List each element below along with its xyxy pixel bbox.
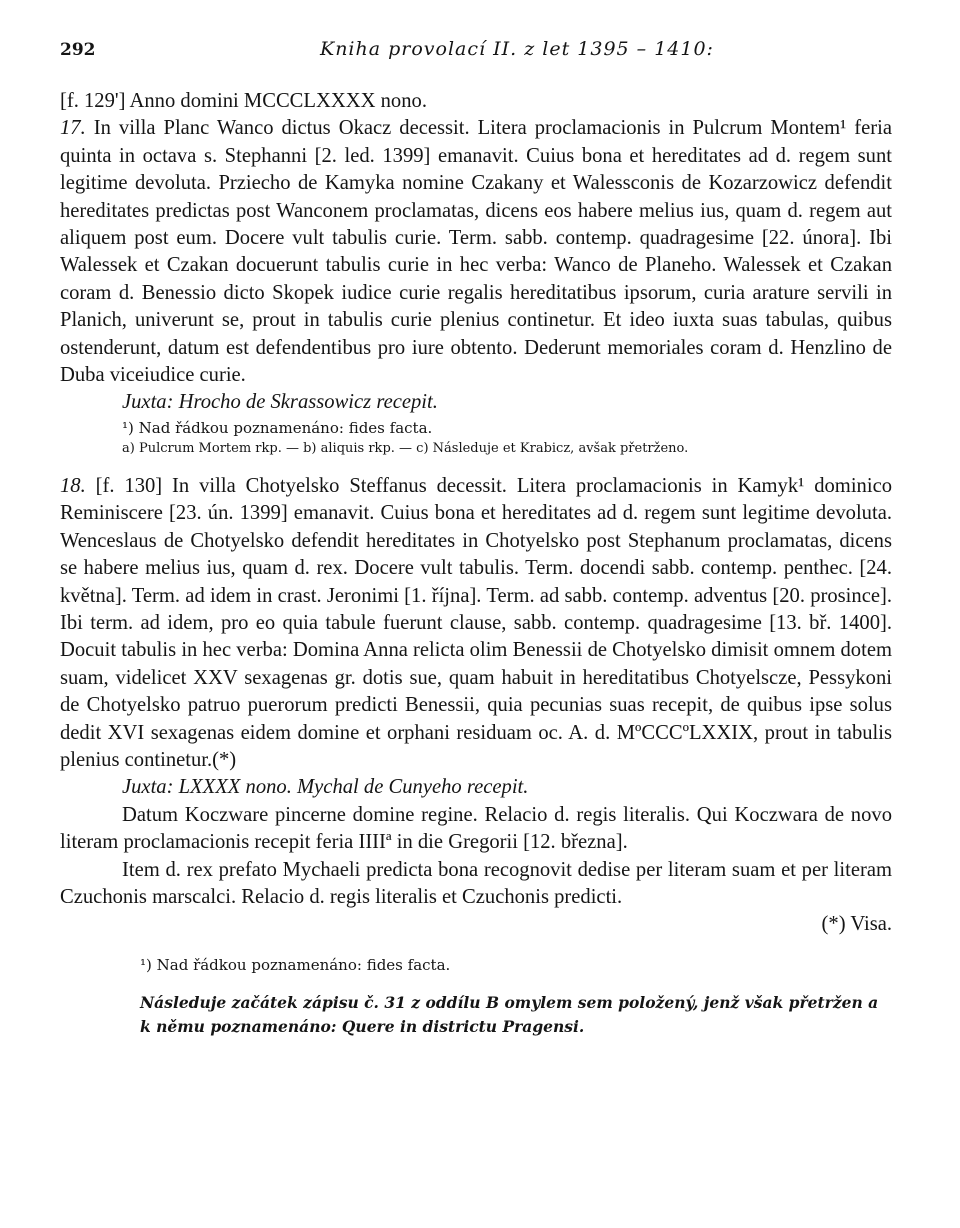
- entry-17-body: In villa Planc Wanco dictus Okacz decessit. Litera proclamacionis in Pulcrum Montem¹ feria quinta in octava s. Stephanni [2. led. 1399] emanavit. Cuius bona et hereditates ad d. regem sunt legitime devoluta. Prziecho de Kamyka nomine Czakany et Walessconis de Kozarzowicz defendit hereditates predictas post Wanconem proclamatas, dicens eos habere melius ius, quam d. regem aut aliquem post eum. Docere vult tabulis curie. Term. sabb. contemp. quadragesime [22. února]. Ibi Walessek et Czakan docuerunt tabulis curie in hec verba: Wanco de Planeho. Walessek et Czakan coram d. Benessio dicto Skopek iudice curie regalis hereditatibus ipsorum, curia arature servili in Planich, univerunt se, prout in tabulis curie plenius continetur. Et ideo iuxta suas tabulas, quibus ostenderunt, datum est defendentibus pro iure obtento. Dederunt memoriales coram d. Henzlino de Duba viceiudice curie.: [60, 117, 892, 387]
- running-title: Kniha provolací II. z let 1395 – 1410:: [320, 38, 714, 60]
- entry-18-footnote-1: ¹) Nad řádkou poznamenáno: fides facta.: [140, 955, 451, 974]
- entry-18-datum: Datum Koczware pincerne domine regine. Relacio d. regis literalis. Qui Koczwara de novo literam proclamacionis recepit feria IIIIª in die Gregorii [12. března].: [60, 803, 892, 854]
- year-line: [f. 129'] Anno domini MCCCLXXXX nono.: [60, 90, 427, 112]
- entry-17-footnote-2: a) Pulcrum Mortem rkp. — b) aliquis rkp. — c) Následuje et Krabicz, avšak přetrženo.: [122, 440, 689, 456]
- page-number: 292: [60, 40, 96, 60]
- entry-17-footnote-1: ¹) Nad řádkou poznamenáno: fides facta.: [122, 418, 433, 437]
- entry-17-juxta: Juxta: Hrocho de Skrassowicz recepit.: [122, 391, 438, 414]
- entry-17-text: [60, 115, 892, 389]
- entry-18: [60, 473, 892, 1039]
- entry-17-number: 17.: [60, 117, 86, 140]
- page-header: [60, 38, 892, 70]
- entry-18-number: 18.: [60, 474, 86, 497]
- entry-18-footnote-2: Následuje začátek zápisu č. 31 z oddílu B omylem sem položený, jenž však přetržen a k němu poznamenáno: Quere in districtu Pragensi.: [140, 993, 879, 1037]
- entry-17: [60, 115, 892, 458]
- entry-18-juxta: Juxta: LXXXX nono. Mychal de Cunyeho recepit.: [122, 776, 529, 799]
- entry-18-visa: (*) Visa.: [821, 913, 892, 936]
- entry-18-text: [60, 473, 892, 774]
- page: [60, 38, 892, 1055]
- entry-18-body: [f. 130] In villa Chotyelsko Steffanus decessit. Litera proclamacionis in Kamyk¹ dominico Reminiscere [23. ún. 1399] emanavit. Cuius bona et hereditates ad d. regem sunt legitime devoluta. Wenceslaus de Chotyelsko defendit hereditates in Chotyelsko post Stephanum proclamatas, dicens se habere melius ius, quam d. rex. Docere vult tabulis. Term. docendi sabb. contemp. penthec. [24. května]. Term. ad idem in crast. Jeronimi [1. října]. Term. ad sabb. contemp. adventus [20. prosince]. Ibi term. ad idem, pro eo quia tabule fuerunt clause, sabb. contemp. quadragesime [13. bř. 1400]. Docuit tabulis in hec verba: Domina Anna relicta olim Benessii de Chotyelsko dimisit omnem dotem suam, videlicet XXV sexagenas gr. dotis sue, quam habuit in hereditatibus Chotyelscze, Pessykoni de Chotyelsko patruo puerorum predicti Benessii, quia pecunias suas recepit, de quibus ipse solus dedit XVI sexagenas eidem domine et orphani residuam oc. A. d. MºCCCºLXXIX, prout in tabulis plenius continetur.(*): [60, 474, 893, 771]
- entry-18-visa-row: [60, 911, 892, 938]
- entry-18-item: Item d. rex prefato Mychaeli predicta bona recognovit dedise per literam suam et per literam Czuchonis marscalci. Relacio d. regis literalis et Czuchonis predicti.: [60, 858, 892, 908]
